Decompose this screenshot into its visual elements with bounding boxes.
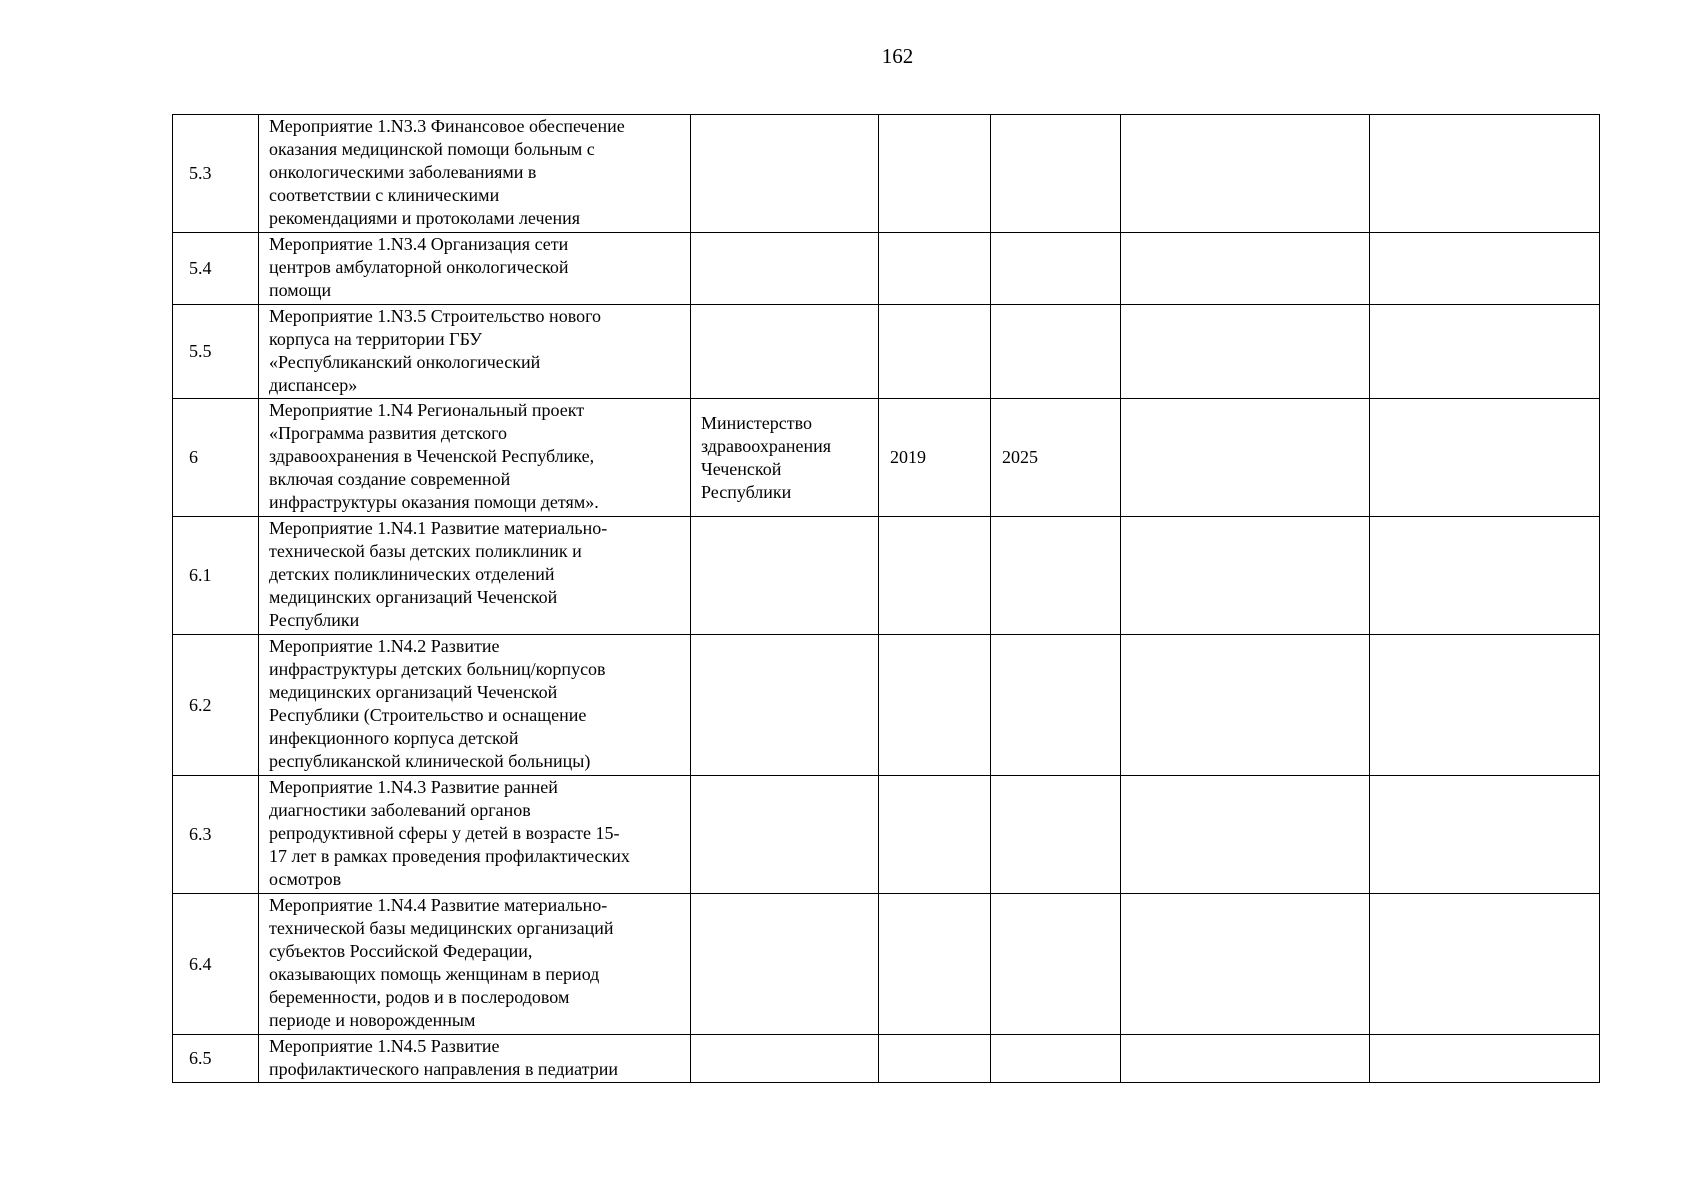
measure-description: Мероприятие 1.N4 Региональный проект «Программа развития детского здравоохранения в Чеченской Республике, включая создание современной инфраструктуры оказания помощи детям». <box>269 400 599 512</box>
table-row <box>173 635 1600 776</box>
row-number-cell: 5.3 <box>173 115 259 233</box>
measure-description-cell <box>259 635 691 776</box>
end-year-cell <box>991 115 1121 233</box>
executor-cell <box>691 1035 879 1083</box>
end-year-cell <box>991 1035 1121 1083</box>
executor-cell <box>691 635 879 776</box>
indicator-cell <box>1370 517 1600 635</box>
measure-description: Мероприятие 1.N4.5 Развитие профилактического направления в педиатрии <box>269 1036 618 1079</box>
result-cell <box>1121 894 1370 1035</box>
start-year-cell <box>879 305 991 399</box>
indicator-cell <box>1370 635 1600 776</box>
measures-table <box>172 114 1600 1083</box>
table-row <box>173 399 1600 517</box>
indicator-cell <box>1370 1035 1600 1083</box>
end-year-cell <box>991 517 1121 635</box>
indicator-cell <box>1370 115 1600 233</box>
table-row <box>173 305 1600 399</box>
executor-cell <box>691 776 879 894</box>
executor-cell <box>691 305 879 399</box>
result-cell <box>1121 517 1370 635</box>
measure-description-cell <box>259 399 691 517</box>
measure-description-cell <box>259 517 691 635</box>
page-number: 162 <box>881 44 914 68</box>
row-number-cell: 6.3 <box>173 776 259 894</box>
measure-description-cell <box>259 1035 691 1083</box>
measure-description-cell <box>259 776 691 894</box>
start-year-cell <box>879 635 991 776</box>
result-cell <box>1121 399 1370 517</box>
end-year-cell <box>991 305 1121 399</box>
end-year-cell: 2025 <box>991 399 1121 517</box>
table-row <box>173 1035 1600 1083</box>
measure-description-cell <box>259 305 691 399</box>
measure-description-cell <box>259 233 691 305</box>
executor-cell: Министерство здравоохранения Чеченской Республики <box>691 399 879 517</box>
table-row <box>173 517 1600 635</box>
end-year-cell <box>991 776 1121 894</box>
measure-description: Мероприятие 1.N3.5 Строительство нового корпуса на территории ГБУ «Республиканский онкологический диспансер» <box>269 306 601 395</box>
measure-description: Мероприятие 1.N3.3 Финансовое обеспечение оказания медицинской помощи больным с онкологическими заболеваниями в соответствии с клиническими рекомендациями и протоколами лечения <box>269 116 625 228</box>
start-year-cell <box>879 233 991 305</box>
row-number-cell: 6.2 <box>173 635 259 776</box>
measure-description: Мероприятие 1.N4.3 Развитие ранней диагностики заболеваний органов репродуктивной сферы у детей в возрасте 15- 17 лет в рамках проведения профилактических осмотров <box>269 777 630 889</box>
indicator-cell <box>1370 399 1600 517</box>
start-year-cell <box>879 517 991 635</box>
indicator-cell <box>1370 776 1600 894</box>
start-year-cell: 2019 <box>879 399 991 517</box>
end-year-cell <box>991 894 1121 1035</box>
indicator-cell <box>1370 233 1600 305</box>
row-number-cell: 6 <box>173 399 259 517</box>
end-year-cell <box>991 233 1121 305</box>
start-year-cell <box>879 115 991 233</box>
measure-description: Мероприятие 1.N3.4 Организация сети центров амбулаторной онкологической помощи <box>269 234 569 300</box>
row-number-cell: 6.5 <box>173 1035 259 1083</box>
row-number-cell: 5.5 <box>173 305 259 399</box>
indicator-cell <box>1370 305 1600 399</box>
table-row <box>173 115 1600 233</box>
executor-cell <box>691 894 879 1035</box>
end-year-cell <box>991 635 1121 776</box>
result-cell <box>1121 635 1370 776</box>
start-year-cell <box>879 894 991 1035</box>
measure-description-cell <box>259 115 691 233</box>
row-number-cell: 6.1 <box>173 517 259 635</box>
measure-description: Мероприятие 1.N4.2 Развитие инфраструктуры детских больниц/корпусов медицинских организаций Чеченской Республики (Строительство и оснащение инфекционного корпуса детской республиканской клинической больницы) <box>269 636 606 771</box>
measure-description-cell <box>259 894 691 1035</box>
table-row <box>173 894 1600 1035</box>
start-year-cell <box>879 776 991 894</box>
result-cell <box>1121 305 1370 399</box>
result-cell <box>1121 233 1370 305</box>
table-row <box>173 233 1600 305</box>
result-cell <box>1121 1035 1370 1083</box>
executor-cell <box>691 517 879 635</box>
indicator-cell <box>1370 894 1600 1035</box>
row-number-cell: 6.4 <box>173 894 259 1035</box>
result-cell <box>1121 776 1370 894</box>
table-row <box>173 776 1600 894</box>
executor-cell <box>691 233 879 305</box>
row-number-cell: 5.4 <box>173 233 259 305</box>
executor-cell <box>691 115 879 233</box>
start-year-cell <box>879 1035 991 1083</box>
result-cell <box>1121 115 1370 233</box>
measure-description: Мероприятие 1.N4.4 Развитие материально- технической базы медицинских организаций субъектов Российской Федерации, оказывающих помощь женщинам в период беременности, родов и в послеродовом периоде и новорожденным <box>269 895 614 1030</box>
measure-description: Мероприятие 1.N4.1 Развитие материально- технической базы детских поликлиник и детских поликлинических отделений медицинских организаций Чеченской Республики <box>269 518 608 630</box>
